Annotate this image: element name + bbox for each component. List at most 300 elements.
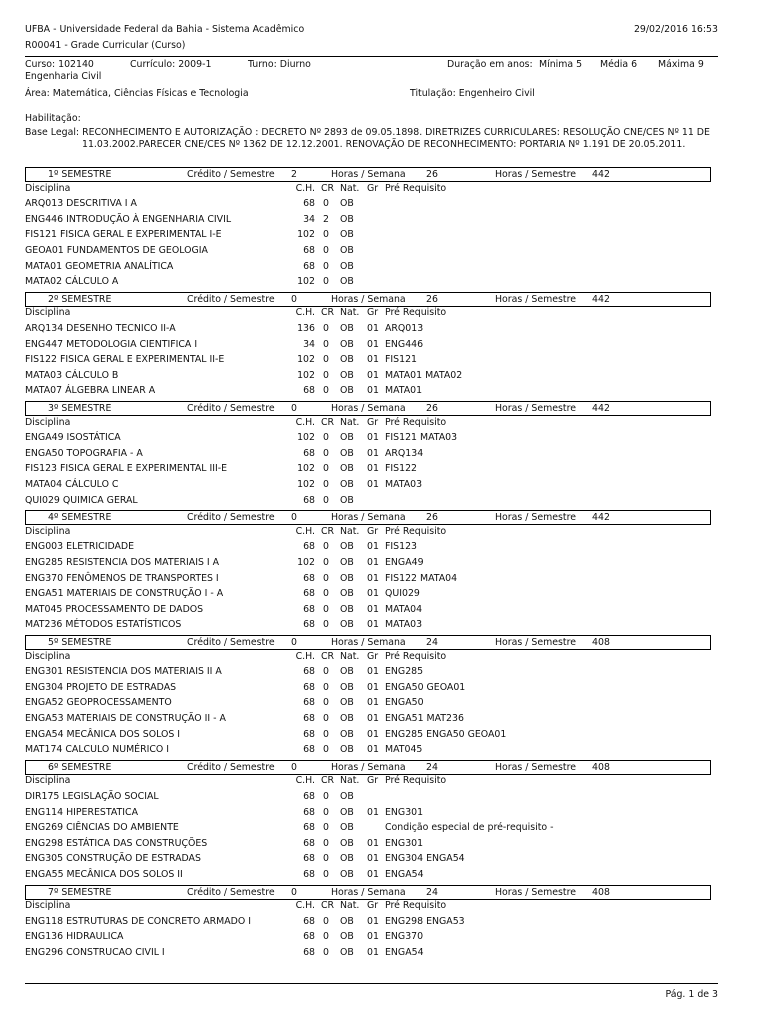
prerequisites: MATA01 MATA02 [385,370,463,381]
col-nat: Nat. [340,651,360,662]
prerequisites: ENG285 ENGA50 GEOA01 [385,729,507,740]
group: 01 [367,354,379,365]
col-nat: Nat. [340,417,360,428]
course-row [25,822,715,834]
col-prereq: Pré Requisito [385,526,447,537]
hours-semester-value: 442 [592,169,610,180]
hours-semester-label: Horas / Semestre [495,294,576,305]
discipline: ENGA49 ISOSTÁTICA [25,432,121,443]
workload: 68 [303,495,315,506]
nature: OB [340,432,354,443]
discipline: ENGA52 GEOPROCESSAMENTO [25,697,172,708]
workload: 102 [297,229,315,240]
hours-semester-label: Horas / Semestre [495,169,576,180]
nature: OB [340,354,354,365]
col-gr: Gr [367,651,379,662]
nature: OB [340,448,354,459]
prerequisites: FIS121 MATA03 [385,432,458,443]
credit-label: Crédito / Semestre [187,512,275,523]
nature: OB [340,276,354,287]
hours-week-label: Horas / Semana [331,512,406,523]
semester-title: 5º SEMESTRE [48,637,112,648]
course-row [25,791,715,803]
nature: OB [340,869,354,880]
credits: 0 [323,432,329,443]
col-prereq: Pré Requisito [385,775,447,786]
group: 01 [367,697,379,708]
prerequisites: ENG298 ENGA53 [385,916,465,927]
nature: OB [340,339,354,350]
hours-week-label: Horas / Semana [331,887,406,898]
semester-header [25,401,711,416]
workload: 68 [303,198,315,209]
nature: OB [340,463,354,474]
col-cr: CR [321,526,335,537]
semester-title: 3º SEMESTRE [48,403,112,414]
credits: 0 [323,573,329,584]
hours-semester-value: 442 [592,403,610,414]
col-gr: Gr [367,307,379,318]
nature: OB [340,214,354,225]
col-cr: CR [321,651,335,662]
discipline: FIS123 FISICA GERAL E EXPERIMENTAL III-E [25,463,228,474]
credits: 0 [323,198,329,209]
nature: OB [340,791,354,802]
hours-semester-value: 408 [592,637,610,648]
credits: 0 [323,479,329,490]
group: 01 [367,713,379,724]
semester-header [25,885,711,900]
workload: 68 [303,697,315,708]
course-row [25,448,715,460]
discipline: ENGA50 TOPOGRAFIA - A [25,448,143,459]
group: 01 [367,807,379,818]
course-row [25,838,715,850]
nature: OB [340,807,354,818]
semester-title: 1º SEMESTRE [48,169,112,180]
discipline: ENG269 CIÊNCIAS DO AMBIENTE [25,822,179,833]
prerequisites: ENG285 [385,666,424,677]
nature: OB [340,838,354,849]
column-headers [25,651,715,663]
credits: 0 [323,261,329,272]
group: 01 [367,479,379,490]
col-discipline: Disciplina [25,651,71,662]
nature: OB [340,713,354,724]
workload: 68 [303,385,315,396]
nature: OB [340,697,354,708]
col-cr: CR [321,307,335,318]
group: 01 [367,947,379,958]
prerequisites: ENG301 [385,838,424,849]
prerequisites: ENG446 [385,339,424,350]
discipline: MAT174 CALCULO NUMÉRICO I [25,744,170,755]
hours-semester-value: 408 [592,762,610,773]
course-row [25,931,715,943]
col-prereq: Pré Requisito [385,417,447,428]
course-row [25,541,715,553]
course-row [25,869,715,881]
credits: 0 [323,931,329,942]
workload: 68 [303,947,315,958]
report-title: R00041 - Grade Curricular (Curso) [25,40,186,51]
col-nat: Nat. [340,307,360,318]
nature: OB [340,573,354,584]
col-nat: Nat. [340,900,360,911]
credits: 0 [323,697,329,708]
course-row [25,245,715,257]
column-headers [25,526,715,538]
semester-header [25,635,711,650]
prerequisites: MAT045 [385,744,423,755]
hours-week-value: 24 [426,762,438,773]
course-row [25,619,715,631]
discipline: MAT236 MÉTODOS ESTATÍSTICOS [25,619,182,630]
nature: OB [340,729,354,740]
course-row [25,744,715,756]
nature: OB [340,557,354,568]
discipline: ENG305 CONSTRUÇÃO DE ESTRADAS [25,853,201,864]
semester-header [25,510,711,525]
discipline: QUI029 QUIMICA GERAL [25,495,138,506]
credits: 0 [323,791,329,802]
col-prereq: Pré Requisito [385,651,447,662]
nature: OB [340,495,354,506]
duration-max: Máxima 9 [658,59,704,70]
hours-week-value: 26 [426,169,438,180]
credit-label: Crédito / Semestre [187,762,275,773]
workload: 68 [303,588,315,599]
course-row [25,604,715,616]
discipline: ENG298 ESTÁTICA DAS CONSTRUÇÕES [25,838,208,849]
prerequisites: ENGA50 GEOA01 [385,682,466,693]
course-row [25,385,715,397]
hours-semester-value: 442 [592,512,610,523]
workload: 102 [297,432,315,443]
prerequisites: ENGA54 [385,947,424,958]
col-ch: C.H. [295,651,315,662]
course-row [25,807,715,819]
workload: 68 [303,261,315,272]
workload: 34 [303,339,315,350]
discipline: ENG447 METODOLOGIA CIENTIFICA I [25,339,198,350]
workload: 68 [303,619,315,630]
hours-week-value: 26 [426,294,438,305]
nature: OB [340,853,354,864]
discipline: ENG304 PROJETO DE ESTRADAS [25,682,177,693]
credits: 0 [323,588,329,599]
col-ch: C.H. [295,526,315,537]
hours-semester-label: Horas / Semestre [495,762,576,773]
workload: 68 [303,791,315,802]
credits: 0 [323,947,329,958]
credit-value: 0 [291,294,297,305]
group: 01 [367,432,379,443]
discipline: ENG003 ELETRICIDADE [25,541,135,552]
course-row [25,697,715,709]
credits: 2 [323,214,329,225]
course-row [25,557,715,569]
credits: 0 [323,448,329,459]
col-gr: Gr [367,183,379,194]
semester-header [25,167,711,182]
discipline: ARQ134 DESENHO TECNICO II-A [25,323,176,334]
workload: 68 [303,682,315,693]
group: 01 [367,916,379,927]
course-row [25,370,715,382]
group: 01 [367,853,379,864]
workload: 68 [303,245,315,256]
course-row [25,432,715,444]
group: 01 [367,557,379,568]
course-area: Área: Matemática, Ciências Físicas e Tecnologia [25,88,249,99]
discipline: ENG301 RESISTENCIA DOS MATERIAIS II A [25,666,222,677]
nature: OB [340,666,354,677]
discipline: ENG370 FENÔMENOS DE TRANSPORTES I [25,573,219,584]
prerequisites: ENGA54 [385,869,424,880]
credits: 0 [323,229,329,240]
course-row [25,713,715,725]
credits: 0 [323,604,329,615]
semester-header [25,292,711,307]
col-nat: Nat. [340,775,360,786]
prerequisites: ENG370 [385,931,424,942]
prerequisites: ENGA50 [385,697,424,708]
nature: OB [340,245,354,256]
prerequisites: MATA03 [385,619,423,630]
credit-value: 0 [291,403,297,414]
col-gr: Gr [367,775,379,786]
col-ch: C.H. [295,183,315,194]
credits: 0 [323,245,329,256]
course-row [25,588,715,600]
course-row [25,229,715,241]
workload: 68 [303,931,315,942]
credits: 0 [323,354,329,365]
group: 01 [367,869,379,880]
col-discipline: Disciplina [25,307,71,318]
prerequisites: ARQ134 [385,448,424,459]
duration-avg: Média 6 [600,59,638,70]
col-discipline: Disciplina [25,183,71,194]
credits: 0 [323,557,329,568]
credits: 0 [323,807,329,818]
course-code: Curso: 102140 [25,59,94,70]
hours-semester-value: 408 [592,887,610,898]
workload: 68 [303,541,315,552]
institution-title: UFBA - Universidade Federal da Bahia - Sistema Acadêmico [25,24,305,35]
group: 01 [367,588,379,599]
col-gr: Gr [367,417,379,428]
course-row [25,495,715,507]
col-discipline: Disciplina [25,900,71,911]
nature: OB [340,541,354,552]
semester-title: 7º SEMESTRE [48,887,112,898]
discipline: ENGA51 MATERIAIS DE CONSTRUÇÃO I - A [25,588,224,599]
discipline: MATA03 CÁLCULO B [25,370,119,381]
prerequisites: QUI029 [385,588,420,599]
qualification-label: Habilitação: [25,113,81,124]
group: 01 [367,323,379,334]
credits: 0 [323,541,329,552]
col-ch: C.H. [295,307,315,318]
hours-week-value: 24 [426,637,438,648]
col-ch: C.H. [295,417,315,428]
workload: 102 [297,463,315,474]
group: 01 [367,619,379,630]
col-ch: C.H. [295,775,315,786]
prerequisites: ENG301 [385,807,424,818]
discipline: ENG136 HIDRAULICA [25,931,124,942]
credit-label: Crédito / Semestre [187,403,275,414]
hours-semester-value: 442 [592,294,610,305]
nature: OB [340,229,354,240]
group: 01 [367,463,379,474]
discipline: MAT045 PROCESSAMENTO DE DADOS [25,604,204,615]
workload: 68 [303,713,315,724]
course-row [25,947,715,959]
nature: OB [340,619,354,630]
nature: OB [340,916,354,927]
hours-week-value: 26 [426,512,438,523]
credits: 0 [323,916,329,927]
column-headers [25,775,715,787]
semester-title: 6º SEMESTRE [48,762,112,773]
credit-label: Crédito / Semestre [187,887,275,898]
col-discipline: Disciplina [25,526,71,537]
workload: 68 [303,744,315,755]
col-cr: CR [321,775,335,786]
credit-value: 0 [291,762,297,773]
course-row [25,261,715,273]
credit-value: 0 [291,512,297,523]
nature: OB [340,931,354,942]
credits: 0 [323,853,329,864]
nature: OB [340,744,354,755]
hours-semester-label: Horas / Semestre [495,637,576,648]
hours-week-label: Horas / Semana [331,169,406,180]
credits: 0 [323,869,329,880]
course-row [25,682,715,694]
discipline: MATA04 CÁLCULO C [25,479,119,490]
footer-divider [25,983,718,984]
credits: 0 [323,729,329,740]
legal-basis-line1: Base Legal: RECONHECIMENTO E AUTORIZAÇÃO : DECRETO Nº 2893 de 09.05.1898. DIRETRIZES CURRICULARES: RESOLUÇÃO CNE/CES Nº 11 DE [25,127,710,138]
credits: 0 [323,682,329,693]
duration-label: Duração em anos: [447,59,533,70]
credits: 0 [323,838,329,849]
credits: 0 [323,744,329,755]
group: 01 [367,541,379,552]
credits: 0 [323,339,329,350]
workload: 102 [297,276,315,287]
col-discipline: Disciplina [25,417,71,428]
credit-value: 0 [291,637,297,648]
workload: 34 [303,214,315,225]
group: 01 [367,838,379,849]
nature: OB [340,604,354,615]
page-number: Pág. 1 de 3 [665,989,718,1000]
discipline: ARQ013 DESCRITIVA I A [25,198,137,209]
workload: 68 [303,853,315,864]
shift: Turno: Diurno [248,59,311,70]
hours-semester-label: Horas / Semestre [495,403,576,414]
column-headers [25,183,715,195]
course-row [25,916,715,928]
discipline: MATA01 GEOMETRIA ANALÍTICA [25,261,174,272]
discipline: FIS122 FISICA GERAL E EXPERIMENTAL II-E [25,354,225,365]
course-row [25,198,715,210]
col-prereq: Pré Requisito [385,307,447,318]
group: 01 [367,385,379,396]
credits: 0 [323,323,329,334]
col-cr: CR [321,183,335,194]
column-headers [25,417,715,429]
legal-basis-line2: 11.03.2002.PARECER CNE/CES Nº 1362 DE 12.12.2001. RENOVAÇÃO DE RECONHECIMENTO: PORTARIA Nº 1.191 DE 20.05.2011. [82,139,686,150]
workload: 68 [303,807,315,818]
workload: 68 [303,916,315,927]
group: 01 [367,448,379,459]
prerequisites: FIS123 [385,541,418,552]
hours-semester-label: Horas / Semestre [495,887,576,898]
credits: 0 [323,385,329,396]
discipline: DIR175 LEGISLAÇÃO SOCIAL [25,791,159,802]
course-row [25,323,715,335]
credits: 0 [323,495,329,506]
column-headers [25,900,715,912]
workload: 68 [303,838,315,849]
col-cr: CR [321,900,335,911]
semester-header [25,760,711,775]
prerequisites: MATA04 [385,604,423,615]
credits: 0 [323,822,329,833]
hours-week-value: 26 [426,403,438,414]
nature: OB [340,370,354,381]
prerequisites: FIS121 [385,354,418,365]
credit-value: 2 [291,169,297,180]
workload: 68 [303,729,315,740]
col-nat: Nat. [340,183,360,194]
hours-week-label: Horas / Semana [331,762,406,773]
course-row [25,354,715,366]
col-cr: CR [321,417,335,428]
col-ch: C.H. [295,900,315,911]
discipline: MATA02 CÁLCULO A [25,276,119,287]
semester-title: 4º SEMESTRE [48,512,112,523]
credit-label: Crédito / Semestre [187,294,275,305]
hours-week-label: Horas / Semana [331,637,406,648]
discipline: FIS121 FISICA GERAL E EXPERIMENTAL I-E [25,229,222,240]
workload: 102 [297,354,315,365]
credit-value: 0 [291,887,297,898]
workload: 68 [303,604,315,615]
nature: OB [340,682,354,693]
course-row [25,214,715,226]
credits: 0 [323,463,329,474]
prerequisites: MATA01 [385,385,423,396]
credits: 0 [323,370,329,381]
discipline: ENGA54 MECÂNICA DOS SOLOS I [25,729,181,740]
col-prereq: Pré Requisito [385,900,447,911]
nature: OB [340,947,354,958]
workload: 102 [297,370,315,381]
course-row [25,276,715,288]
hours-semester-label: Horas / Semestre [495,512,576,523]
workload: 68 [303,869,315,880]
group: 01 [367,931,379,942]
course-row [25,479,715,491]
course-degree: Titulação: Engenheiro Civil [410,88,535,99]
